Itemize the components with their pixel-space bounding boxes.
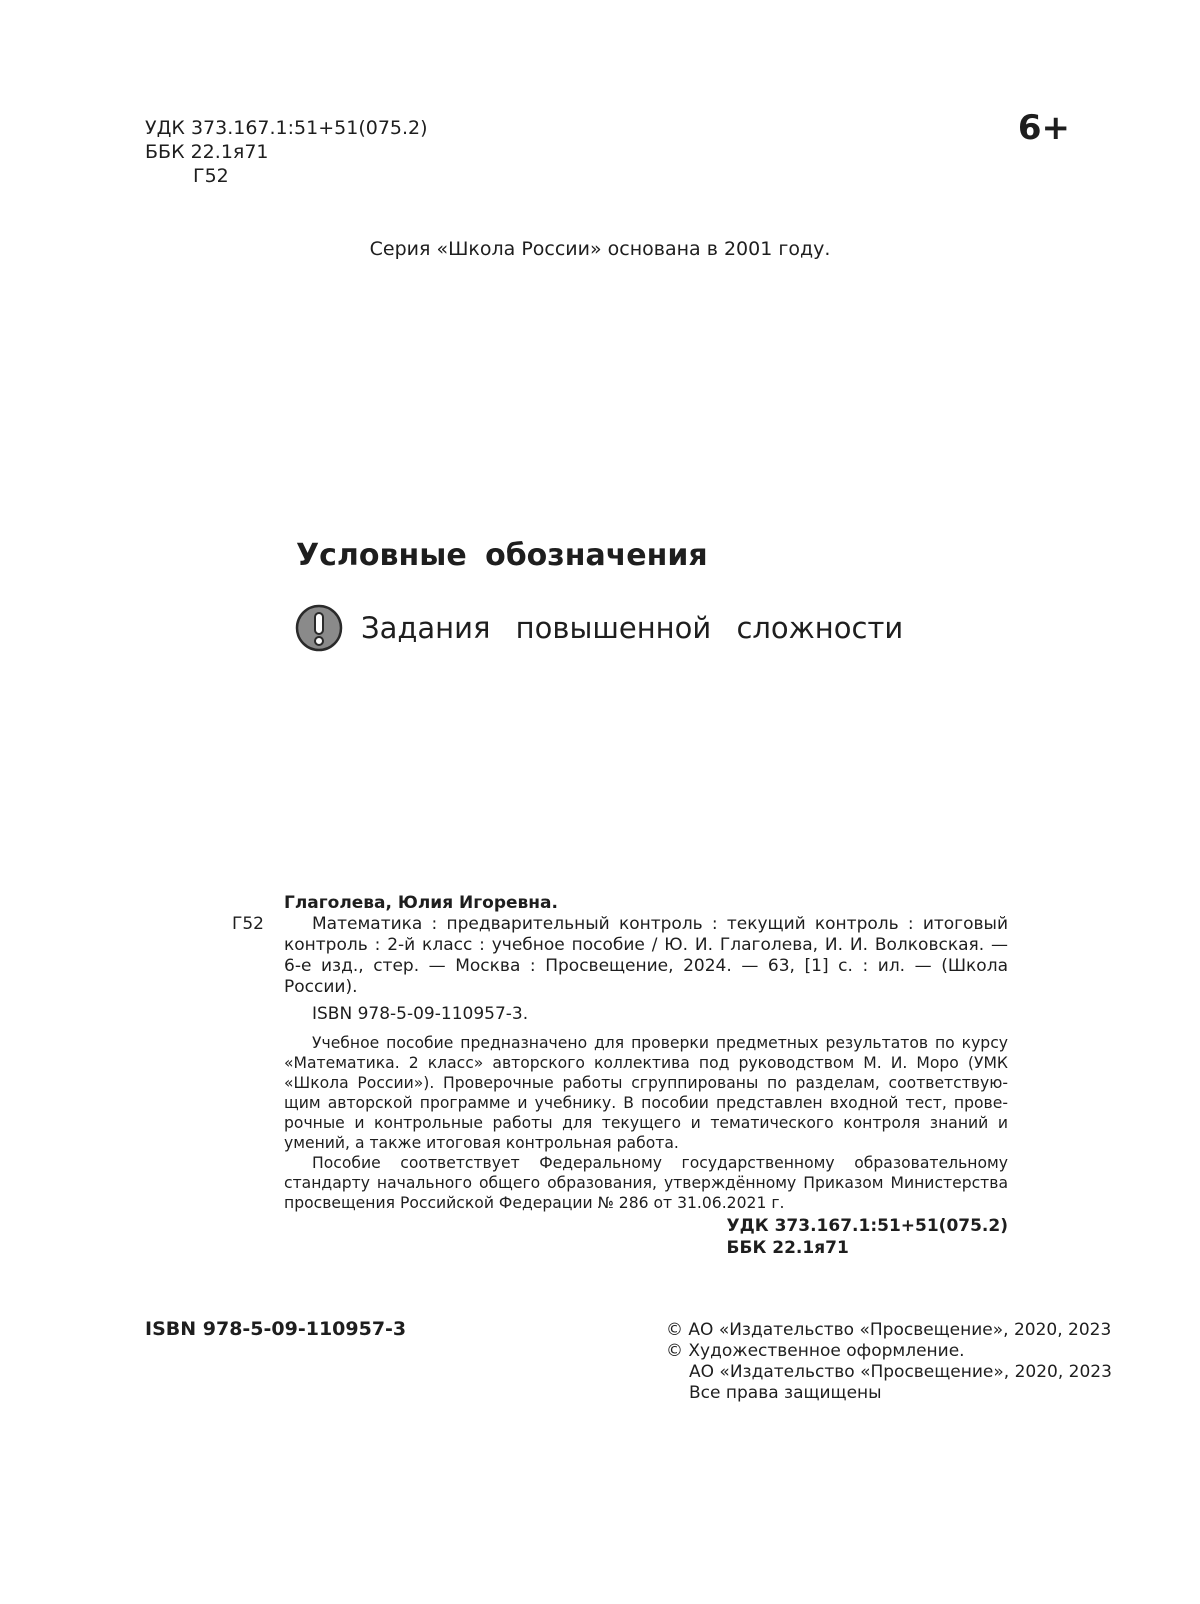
catalog-isbn: ISBN 978-5-09-110957-3.	[312, 1004, 529, 1024]
udk-code: УДК 373.167.1:51+51(075.2)	[145, 117, 428, 139]
abstract-paragraph: Пособие соответствует Федеральному государственному образовательному стандарту начального общего образования, утверждённому Приказом Министерства просвещения Российской Федерации № 286 от 31.06.2021 г.	[284, 1154, 1008, 1212]
copyright-line: © Художественное оформление.	[666, 1341, 965, 1361]
rights-reserved: Все права защищены	[689, 1383, 882, 1403]
copyright-block	[666, 1320, 1112, 1404]
abstract-paragraph: Учебное пособие предназначено для проверки предметных результатов по курсу «Математика. 2 класс» авторского коллектива под руководством М. И. Моро (УМК «Школа России»). Проверочные работы сгруппированы по разделам, соответствующим авторской программе и учебнику. В пособии представлен входной тест, проверочные и контрольные работы для текущего и тематического контроля знаний и умений, а также итоговая контрольная работа.	[284, 1034, 1008, 1152]
series-note: Серия «Школа России» основана в 2001 году.	[369, 238, 831, 260]
catalog-indexes	[232, 1215, 1008, 1259]
catalog-udk: УДК 373.167.1:51+51(075.2)	[726, 1216, 1008, 1236]
catalog-entry	[232, 914, 1008, 998]
author-sign: Г52	[193, 165, 229, 187]
catalog-bbk: ББК 22.1я71	[726, 1238, 849, 1258]
abstract	[284, 1033, 1008, 1213]
bbk-code: ББК 22.1я71	[145, 141, 269, 163]
catalog-code: Г52	[232, 914, 264, 934]
copyright-line: © АО «Издательство «Просвещение», 2020, 2023	[666, 1320, 1112, 1340]
bibliographic-record	[232, 893, 1008, 1259]
copyright-line: АО «Издательство «Просвещение», 2020, 2023	[689, 1362, 1112, 1382]
legend-title: Условные обозначения	[296, 538, 708, 573]
age-rating: 6+	[1017, 108, 1070, 148]
author-name: Глаголева, Юлия Игоревна.	[284, 893, 558, 913]
isbn-number: ISBN 978-5-09-110957-3	[145, 1318, 407, 1340]
classification-codes	[145, 116, 428, 188]
legend-item	[295, 604, 903, 652]
catalog-description: Математика : предварительный контроль : текущий контроль : итоговый контроль : 2-й класс : учебное пособие / Ю. И. Глаголева, И. И. Волковская. — 6-е изд., стер. — Москва : Просвещение, 2024. — 63, [1] с. : ил. — (Школа России).	[284, 914, 1008, 997]
exclamation-icon	[295, 604, 343, 652]
legend-label: Задания повышенной сложности	[361, 611, 904, 645]
